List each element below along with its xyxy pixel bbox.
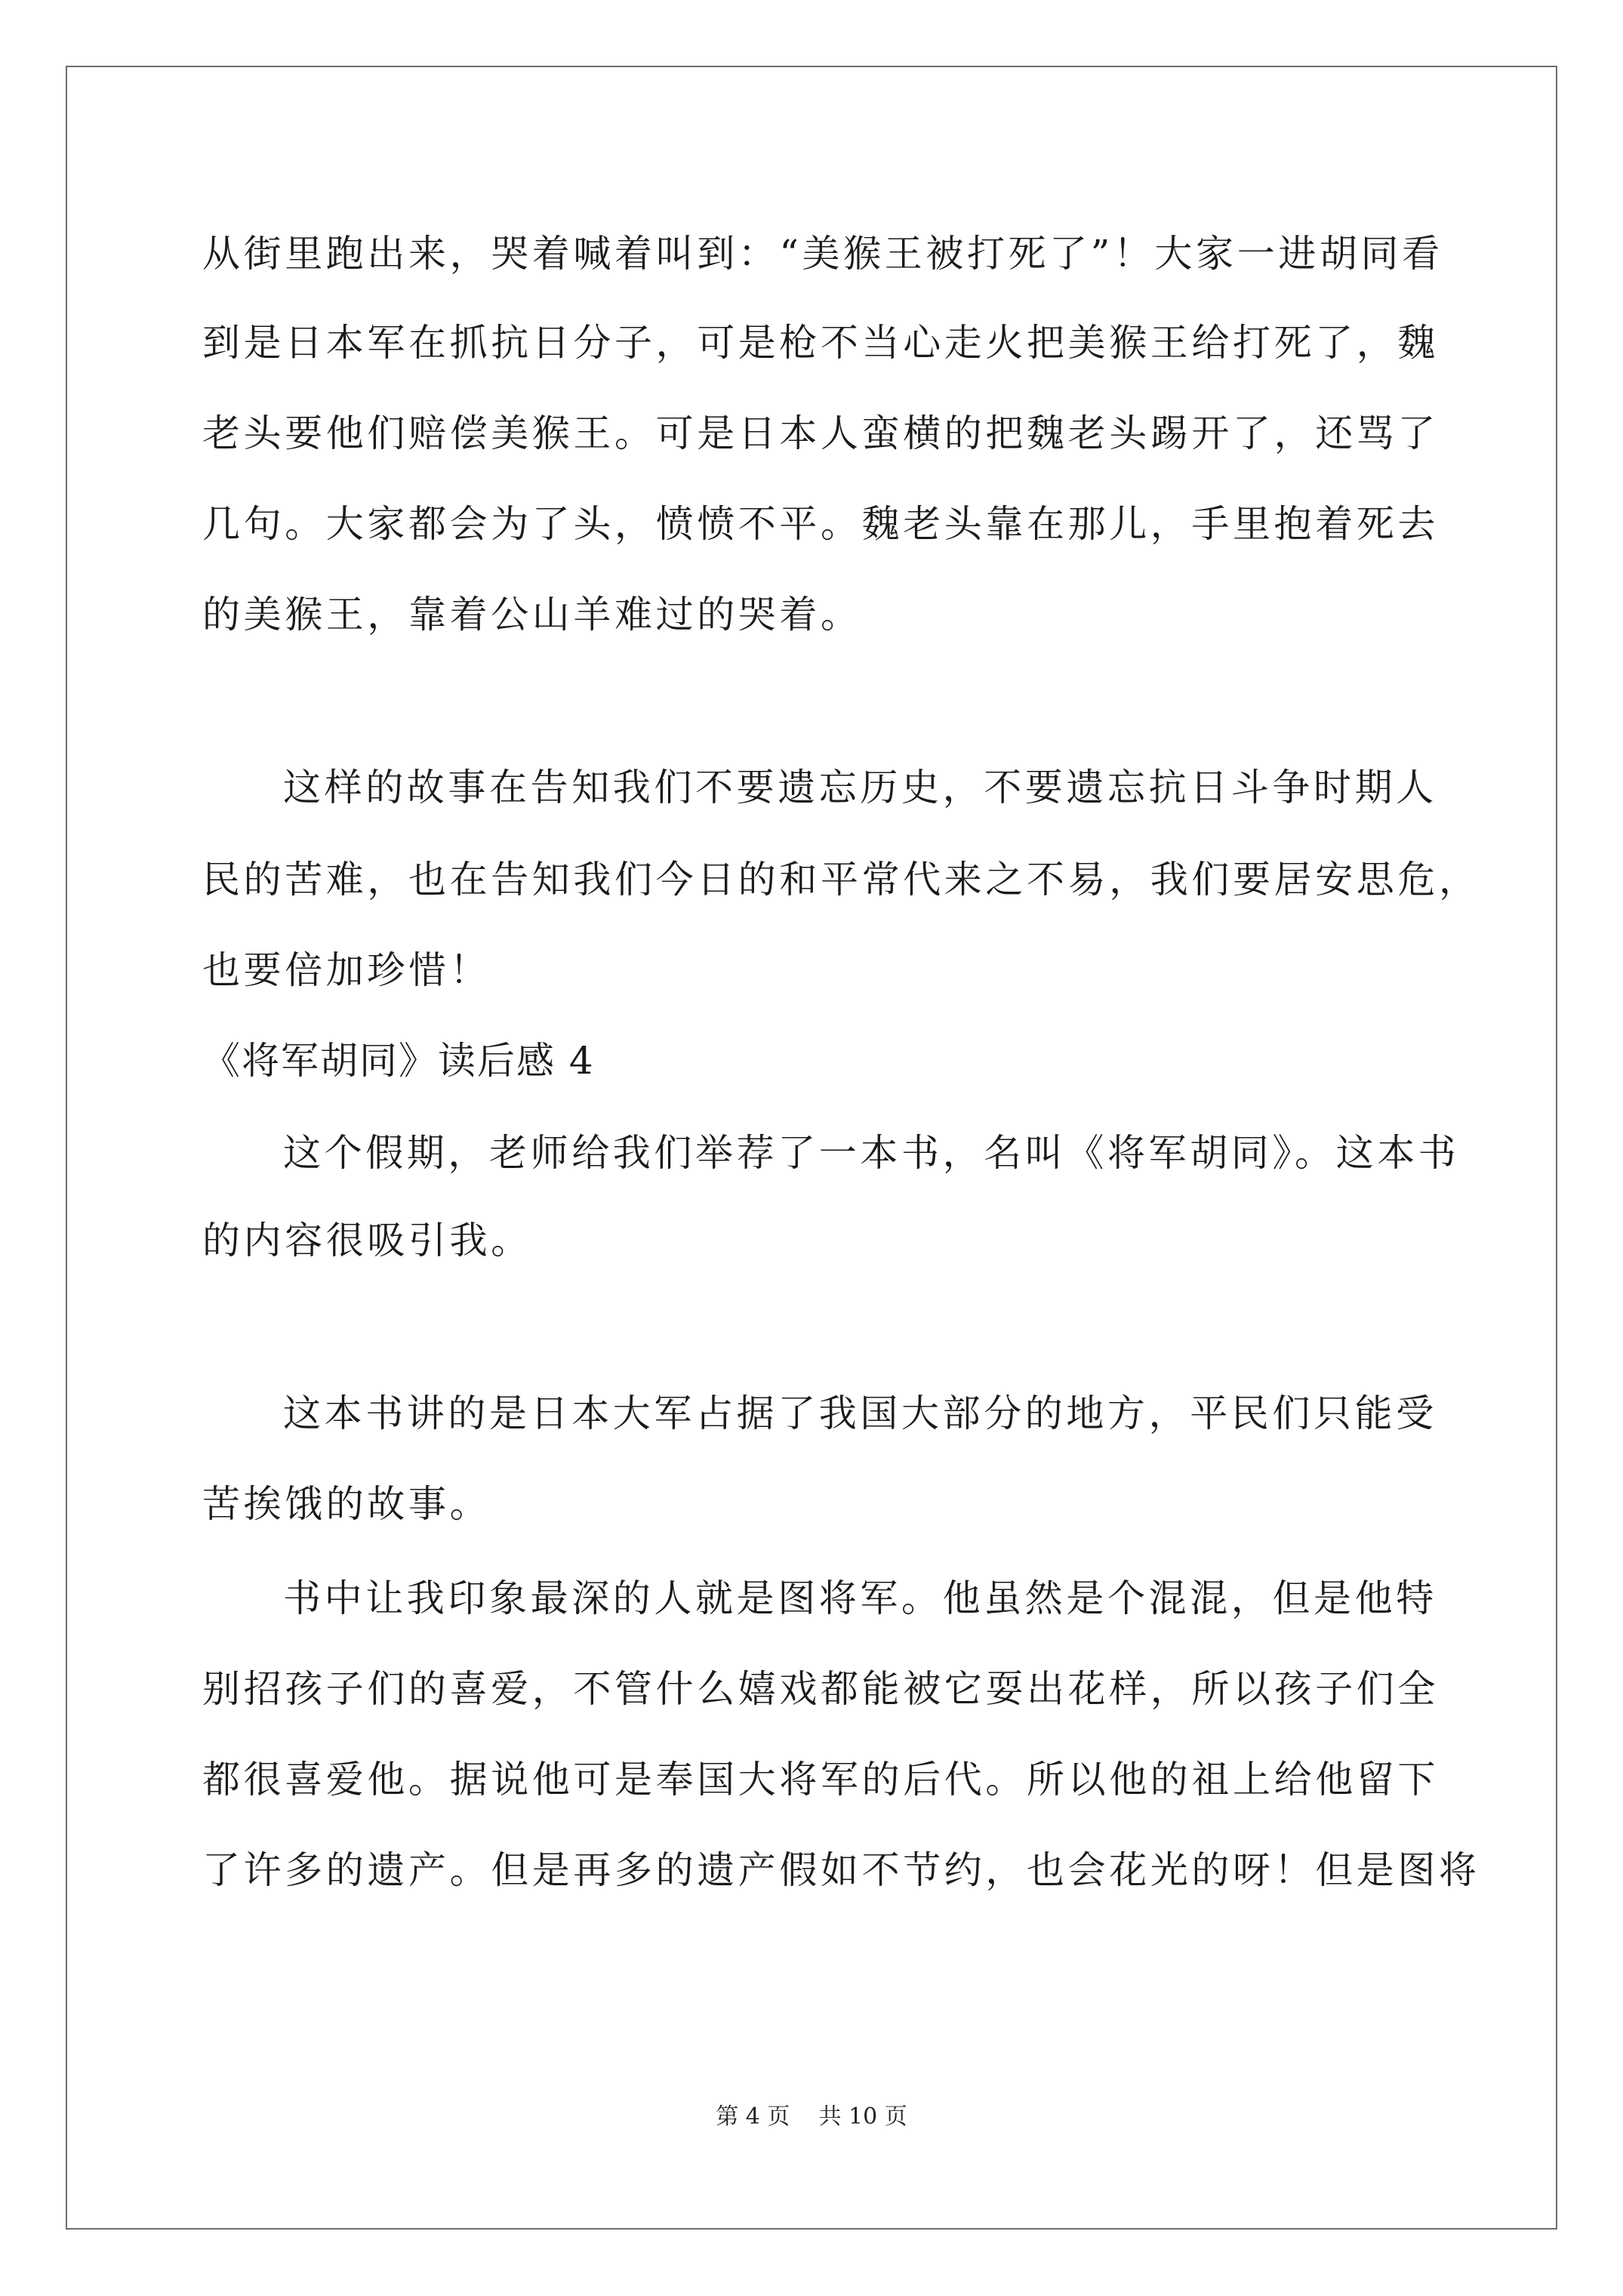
paragraph-first-line: 这样的故事在告知我们不要遗忘历史，不要遗忘抗日斗争时期人 <box>283 766 1437 809</box>
text-line: 的内容很吸引我。 <box>202 1219 532 1262</box>
text-line: 从街里跑出来，哭着喊着叫到：“美猴王被打死了”！大家一进胡同看 <box>202 232 1443 276</box>
text-line: 别招孩子们的喜爱，不管什么嬉戏都能被它耍出花样，所以孩子们全 <box>202 1667 1439 1711</box>
text-line: 几句。大家都会为了头，愤愤不平。魏老头靠在那儿，手里抱着死去 <box>202 502 1439 546</box>
paragraph-first-line: 这个假期，老师给我们举荐了一本书，名叫《将军胡同》。这本书 <box>283 1131 1460 1175</box>
text-line: 都很喜爱他。据说他可是奉国大将军的后代。所以他的祖上给他留下 <box>202 1758 1439 1801</box>
section-heading: 《将军胡同》读后感 4 <box>202 1039 595 1083</box>
text-line: 了许多的遗产。但是再多的遗产假如不节约，也会花光的呀！但是图将 <box>202 1848 1480 1892</box>
text-line: 也要倍加珍惜！ <box>202 948 491 992</box>
text-line: 苦挨饿的故事。 <box>202 1482 491 1526</box>
paragraph-first-line: 这本书讲的是日本大军占据了我国大部分的地方，平民们只能受 <box>283 1391 1437 1435</box>
text-line: 民的苦难，也在告知我们今日的和平常代来之不易，我们要居安思危， <box>202 858 1480 901</box>
paragraph-first-line: 书中让我印象最深的人就是图将军。他虽然是个混混，但是他特 <box>283 1576 1437 1620</box>
page-number-footer: 第 4 页 共 10 页 <box>716 2103 907 2130</box>
text-line: 到是日本军在抓抗日分子，可是枪不当心走火把美猴王给打死了，魏 <box>202 321 1439 365</box>
text-line: 的美猴王，靠着公山羊难过的哭着。 <box>202 593 862 636</box>
text-line: 老头要他们赔偿美猴王。可是日本人蛮横的把魏老头踢开了，还骂了 <box>202 411 1439 455</box>
